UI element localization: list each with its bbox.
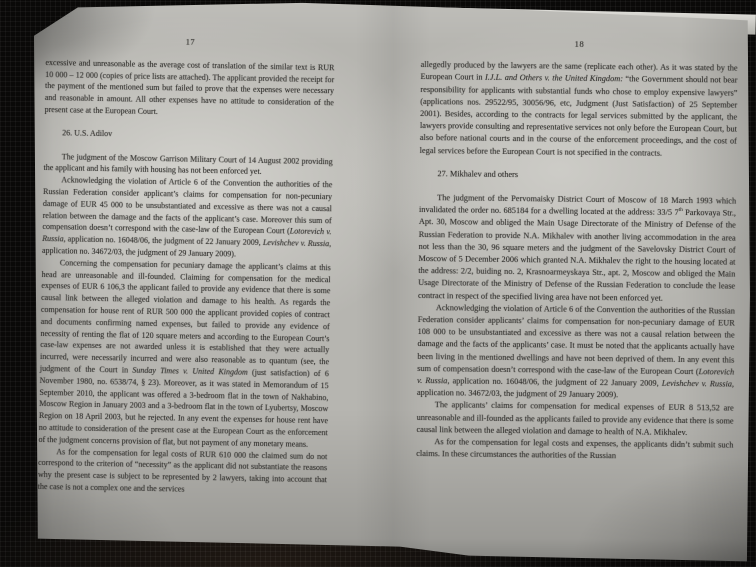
page-number-17: 17: [185, 37, 196, 47]
paragraph-non-pecuniary-damage-108000: Acknowledging the violation of Article 6 of the Convention the authorities of the Russian Federation consider applicants’ claims for compensation for non-pecuniary damage of EUR 108 000 to be unsubstantiated and excessive as there was not a causal relation between the damage and the facts of the applicants’ case. It must be noted that the applicants actually have been living in the mentioned dwellings and have not been deprived of them. In any event this sum of compensation doesn’t correspond with the case-law of the European Court (Lotorevich v. Russia, application no. 16048/06, the judgment of 22 January 2009, Levishchev v. Russia, application no. 34672/03, the judgment of 29 January 2009).: [416, 303, 735, 400]
paragraph-legal-costs-610000: As for the compensation for legal costs of RUR 610 000 the claimed sum do not correspond to the criterion of “necessity” as the applicant did not substantiate the reasons why the present case is subject to be represented by 2 lawyers, taking into account that the case is not a complex one and the services: [37, 446, 328, 494]
page-18: [416, 36, 738, 464]
section-heading-26-adilov: 26. U.S. Adilov: [62, 128, 113, 139]
paragraph-non-pecuniary-damage-45000: Acknowledging the violation of Article 6 of the Convention the authorities of the Russian Federation consider applicant’s claims for compensation for non-pecuniary damage of EUR 45 000 to be unsubstantiated and excessive as there was not a causal relation between the damage and the facts of the applicant’s case. Moreover this sum of compensation doesn’t correspond with the case-law of the European Court (Lotorevich v. Russia, application no. 16048/06, the judgment of 22 January 2009, Levishchev v. Russia, application no. 34672/03, the judgment of 29 January 2009).: [41, 175, 333, 259]
paragraph-legal-costs-not-claimed: As for the compensation for legal costs and expenses, the applicants didn’t submit such claims. In these circumstances the authorities of the Russian: [416, 437, 734, 461]
paragraph-pecuniary-damage-house-rent: Concerning the compensation for pecuniary damage the applicant’s claims at this head are unreasonable and ill-founded. Claiming for compensation for the medical expenses of EUR 6 106,3 the applicant failed to provide any evidence that there is some causal link between the alleged violation and damage to his health. As regards the compensation for house rent of RUR 500 000 the applicant provided copies of contract and documents confirming named expenses, but failed to provide any evidence of necessity of renting the flat of 120 square meters and according to the European Court’s case-law expenses are not awarded unless it is established that they were actually incurred, were necessarily incurred and were also reasonable as to quantum (see, the judgment of the Court in Sunday Times v. United Kingdom (just satisfaction) of 6 November 1980, no. 6538/74, § 23). Moreover, as it was stated in Memorandum of 15 September 2010, the applicant was offered a 3-bedroom flat in the town of Nakhabino, Moscow Region in January 2003 and a 3-bedroom flat in the town of Lyubertsy, Moscow Region on 18 April 2003, but he rejected. In any event the expenses for house rent have no attitude to consideration of the present case at the European Court as the enforcement of the judgment concerns provision of flat, but not payment of any monetary means.: [38, 258, 331, 449]
paragraph-medical-expenses-851352: The applicants’ claims for compensation for medical expenses of EUR 8 513,52 are unreasonable and ill-founded as the applicants failed to provide any evidence that there is some causal link between the alleged violation and damage to health of N.A. Mikhalev.: [416, 400, 734, 437]
section-heading-27-mikhalev: 27. Mikhalev and others: [437, 169, 519, 180]
page-17: [38, 34, 335, 498]
paragraph-judgment-garrison-court: The judgment of the Moscow Garrison Military Court of 14 August 2002 providing the applicant and his family with housing has not been enforced yet.: [43, 151, 333, 177]
paragraph-judgment-pervomaisky-court: The judgment of the Pervomaisky District Court of Moscow of 18 March 1993 which invalidated the order no. 685184 for a dwelling located at the address: 33/5 7th Parkovaya Str., Apt. 30, Moscow and obliged the Main Usage Directorate of the Ministry of Defense of the Russian Federation to provide N.A. Mikhalev with another living accommodation in the area not less than the 30, 96 square meters and the judgment of the Savelovsky District Court of Moscow of 5 December 2006 which granted N.A. Mikhalev the right to the housing located at the address: 2/2, buiding no. 2, Krasnoarmeyskaya Str., apt. 2, Moscow and obliged the Main Usage Directorate of the Ministry of Defense of the Russian Federation to conclude the lease contract in respect of the specified living area have not been enforced yet.: [418, 193, 737, 303]
page-number-18: 18: [574, 38, 585, 49]
paragraph-translation-costs: excessive and unreasonable as the average cost of translation of the similar text is RUR 10 000 – 12 000 (copies of price lists are attached). The applicant provided the receipt for the payment of the mentioned sum but failed to prove that the expenses were necessary and reasonable in amount. All other expenses have no attitude to consideration of the present case at the European Court.: [44, 57, 335, 117]
paragraph-lawyers-services: allegedly produced by the lawyers are the same (replicate each other). As it was stated by the European Court in I.J.L. and Others v. the United Kingdom: “the Government should not bear responsibility for applicants with substantial funds who chose to employ expensive lawyers” (applications nos. 29522/95, 30056/96, etc, Judgment (Just Satisfaction) of 25 September 2001). Besides, according to the contracts for legal services submitted by the applicant, the lawyers provide consulting and representative services not only before the European Court, but also before national courts and in the course of the enforcement proceedings, and the cost of legal services before the European Court is not specified in the contracts.: [419, 60, 738, 158]
